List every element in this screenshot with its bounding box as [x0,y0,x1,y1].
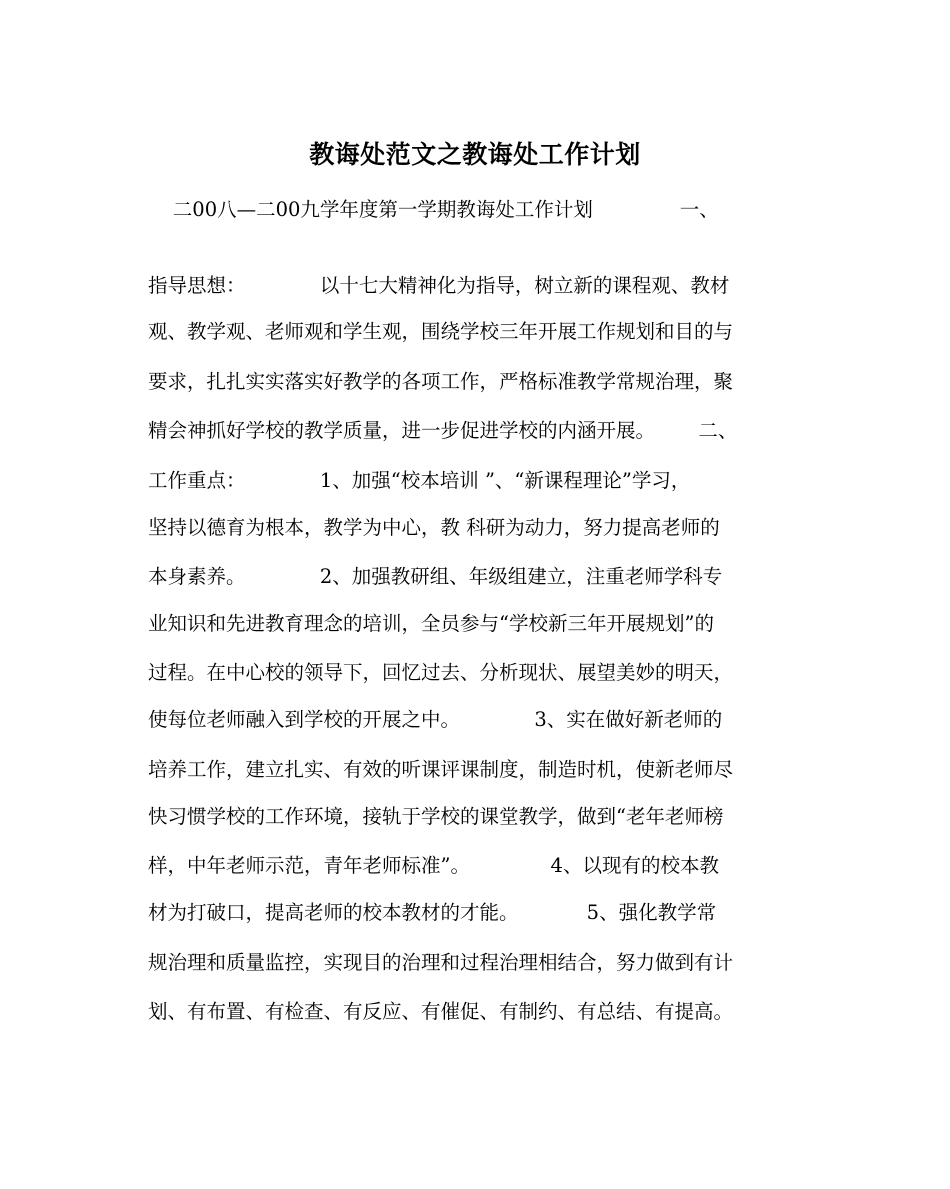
body-line: 材为打破口，提高老师的校本教材的才能。 5、强化教学常 [148,901,717,924]
body-line: 过程。在中心校的领导下，回忆过去、分析现状、展望美妙的明天， [148,661,734,684]
body-line: 二00八—二00九学年度第一学期教诲处工作计划 一、 [148,198,719,221]
body-line: 要求，扎扎实实落实好教学的各项工作，严格标准教学常规治理，聚 [148,370,734,393]
body-line: 指导思想： 以十七大精神化为指导，树立新的课程观、教材 [148,274,730,297]
body-line: 坚持以德育为根本，教学为中心，教 科研为动力，努力提高老师的 [148,516,720,539]
body-line: 精会神抓好学校的教学质量，进一步促进学校的内涵开展。 二、 [148,419,738,442]
body-line: 业知识和先进教育理念的培训，全员参与“学校新三年开展规划”的 [148,612,714,635]
body-line: 使每位老师融入到学校的开展之中。 3、实在做好新老师的 [148,708,723,731]
body-line: 规治理和质量监控，实现目的治理和过程治理相结合，努力做到有计 [148,951,734,974]
body-line: 培养工作，建立扎实、有效的听课评课制度，制造时机，使新老师尽 [148,758,734,781]
body-line: 快习惯学校的工作环境，接轨于学校的课堂教学，做到“老年老师榜 [148,805,724,828]
body-line: 样，中年老师示范，青年老师标准”。 4、以现有的校本教 [148,854,719,877]
body-line: 观、教学观、老师观和学生观，围绕学校三年开展工作规划和目的与 [148,320,734,343]
document-title: 教诲处范文之教诲处工作计划 [309,140,641,169]
body-line: 划、有布置、有检查、有反应、有催促、有制约、有总结、有提高。 [148,1000,734,1023]
body-line: 工作重点： 1、加强“校本培训 ”、“新课程理论”学习， [148,469,691,492]
body-line: 本身素养。 2、加强教研组、年级组建立，注重老师学科专 [148,565,723,588]
